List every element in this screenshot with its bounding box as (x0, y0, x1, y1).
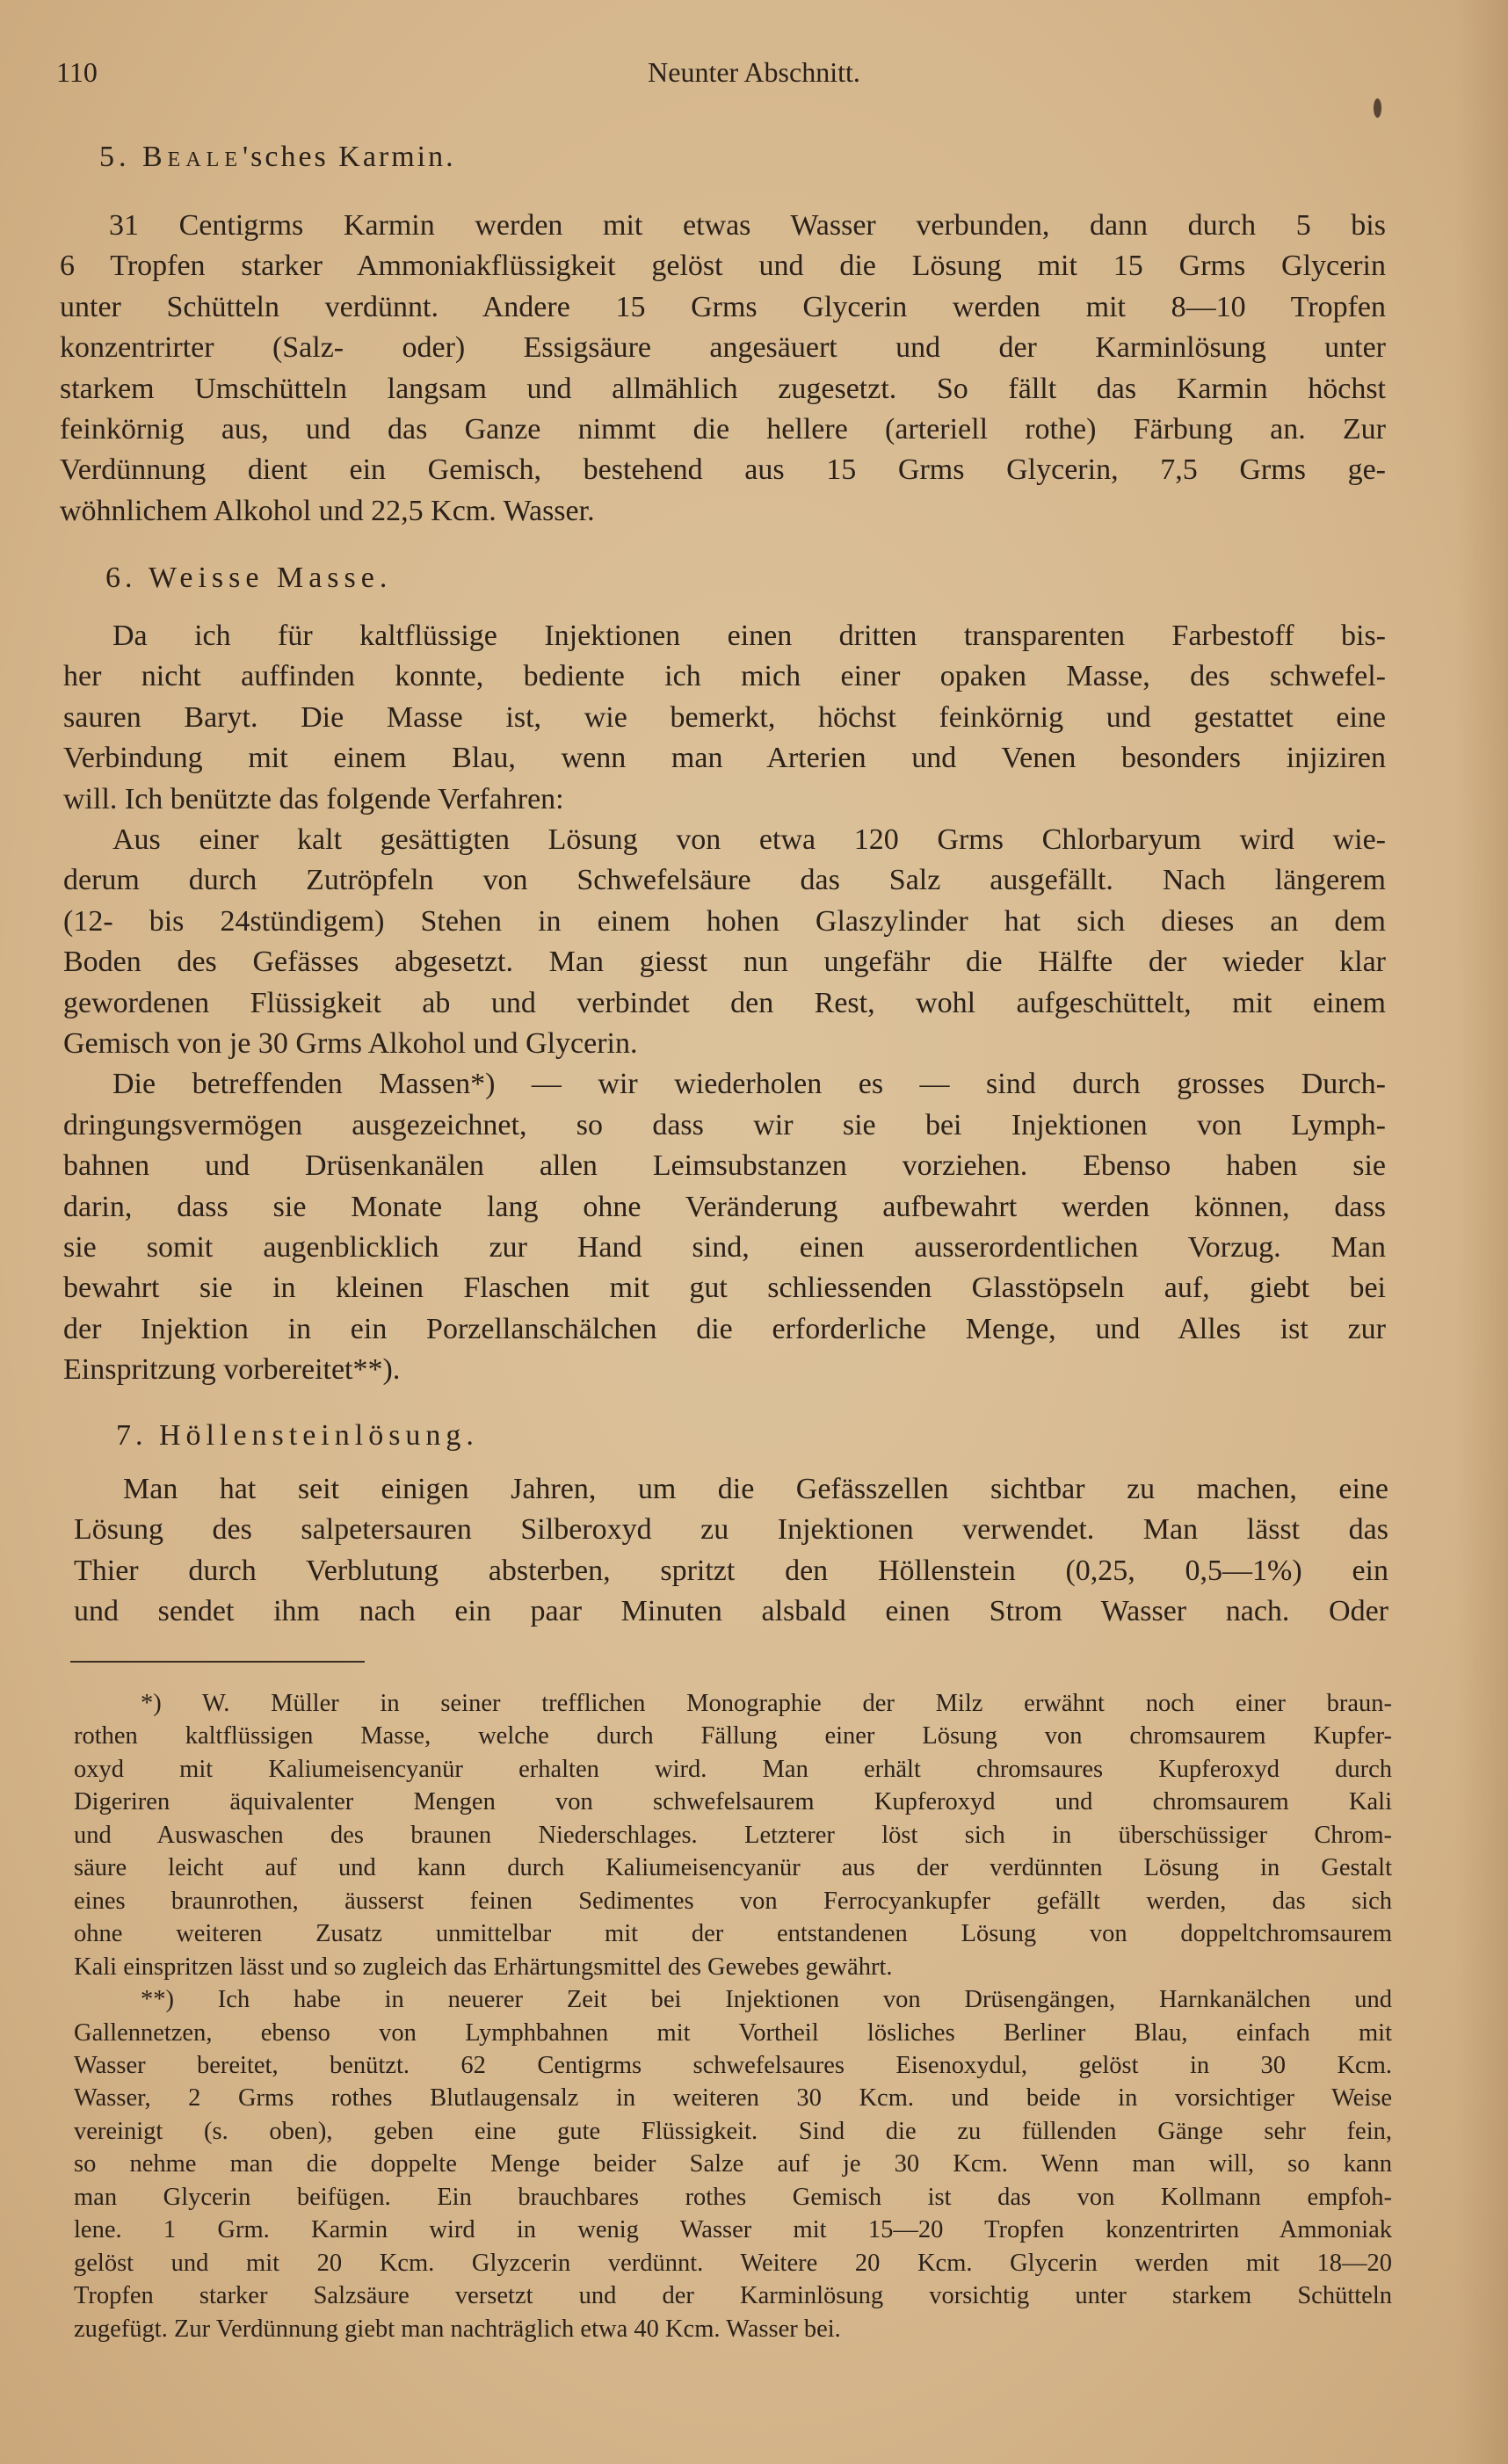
ink-spot (1374, 98, 1381, 118)
heading-number: 7. (116, 1419, 148, 1452)
section-heading-7 (116, 1416, 479, 1456)
text-line: der Injektion in ein Porzellanschälchen die erforderliche Menge, und Alles ist zur (63, 1312, 1386, 1345)
text-line: Tropfen starker Salzsäure versetzt und der Karminlösung vorsichtig unter starkem Schütteln (74, 2282, 1392, 2310)
running-title: Neunter Abschnitt. (648, 56, 860, 88)
text-line: Einspritzung vorbereitet**). (63, 1353, 401, 1387)
text-line: her nicht auffinden konnte, bediente ich mich einer opaken Masse, des schwefel- (63, 660, 1386, 693)
text-line: feinkörnig aus, und das Ganze nimmt die hellere (arteriell rothe) Färbung an. Zur (60, 413, 1386, 446)
text-line: derum durch Zutröpfeln von Schwefelsäure das Salz ausgefällt. Nach längerem (63, 864, 1386, 897)
text-line: vereinigt (s. oben), geben eine gute Flüssigkeit. Sind die zu füllenden Gänge sehr fein, (74, 2117, 1392, 2145)
text-line: Gemisch von je 30 Grms Alkohol und Glycerin. (63, 1027, 638, 1060)
text-line: starkem Umschütteln langsam und allmählich zugesetzt. So fällt das Karmin höchst (60, 372, 1386, 405)
text-line: will. Ich benützte das folgende Verfahren: (63, 782, 564, 815)
heading-text: Weisse Masse. (149, 562, 393, 594)
text-line: sauren Baryt. Die Masse ist, wie bemerkt, höchst feinkörnig und gestattet eine (63, 700, 1386, 734)
heading-name-small-caps: Beale (142, 141, 243, 173)
text-line: ohne weiteren Zusatz unmittelbar mit der entstandenen Lösung von doppeltchromsaurem (74, 1920, 1392, 1948)
text-line: *) W. Müller in seiner trefflichen Monographie der Milz erwähnt noch einer braun- (141, 1690, 1392, 1717)
text-line: Aus einer kalt gesättigten Lösung von etwa 120 Grms Chlorbaryum wird wie- (112, 823, 1386, 856)
text-line: man Glycerin beifügen. Ein brauchbares rothes Gemisch ist das von Kollmann empfoh- (74, 2183, 1392, 2211)
text-line: oxyd mit Kaliumeisencyanür erhalten wird. Man erhält chromsaures Kupferoxyd durch (74, 1755, 1392, 1783)
text-line: zugefügt. Zur Verdünnung giebt man nachträglich etwa 40 Kcm. Wasser bei. (74, 2315, 841, 2343)
section-heading-6 (105, 558, 392, 598)
text-line: säure leicht auf und kann durch Kaliumeisencyanür aus der verdünnten Lösung in Gestalt (74, 1854, 1392, 1882)
text-line: Verbindung mit einem Blau, wenn man Arterien und Venen besonders injiziren (63, 742, 1386, 775)
text-line: Lösung des salpetersauren Silberoxyd zu Injektionen verwendet. Man lässt das (74, 1513, 1388, 1547)
section-heading-5 (99, 137, 456, 178)
text-line: und sendet ihm nach ein paar Minuten alsbald einen Strom Wasser nach. Oder (74, 1595, 1388, 1628)
page-number: 110 (56, 56, 98, 88)
text-line: rothen kaltflüssigen Masse, welche durch Fällung einer Lösung von chromsaurem Kupfer- (74, 1722, 1392, 1750)
footnote-divider (70, 1661, 365, 1663)
heading-text: 'sches Karmin. (243, 141, 456, 173)
text-line: bahnen und Drüsenkanälen allen Leimsubstanzen vorziehen. Ebenso haben sie (63, 1149, 1386, 1183)
heading-number: 5. (99, 141, 131, 173)
text-line: Man hat seit einigen Jahren, um die Gefässzellen sichtbar zu machen, eine (123, 1473, 1388, 1505)
page-edge-shadow (1455, 0, 1508, 2464)
text-line: gelöst und mit 20 Kcm. Glyzcerin verdünnt. Weitere 20 Kcm. Glycerin werden mit 18—20 (74, 2249, 1392, 2277)
text-line: dringungsvermögen ausgezeichnet, so dass wir sie bei Injektionen von Lymph- (63, 1108, 1386, 1141)
text-line: Thier durch Verblutung absterben, spritzt den Höllenstein (0,25, 0,5—1%) ein (74, 1554, 1388, 1587)
text-line: wöhnlichem Alkohol und 22,5 Kcm. Wasser. (60, 494, 595, 527)
heading-text: Höllensteinlösung. (159, 1419, 479, 1452)
text-line: lene. 1 Grm. Karmin wird in wenig Wasser mit 15—20 Tropfen konzentrirten Ammoniak (74, 2216, 1392, 2244)
text-line: Wasser bereitet, benützt. 62 Centigrms schwefelsaures Eisenoxydul, gelöst in 30 Kcm. (74, 2051, 1392, 2079)
text-line: darin, dass sie Monate lang ohne Veränderung aufbewahrt werden können, dass (63, 1190, 1386, 1223)
text-line: bewahrt sie in kleinen Flaschen mit gut schliessenden Glasstöpseln auf, giebt bei (63, 1272, 1386, 1305)
text-line: und Auswaschen des braunen Niederschlages. Letzterer löst sich in überschüssiger Chrom- (74, 1821, 1392, 1849)
text-line: eines braunrothen, äusserst feinen Sedimentes von Ferrocyankupfer gefällt werden, das sich (74, 1887, 1392, 1915)
text-line: konzentrirter (Salz- oder) Essigsäure angesäuert und der Karminlösung unter (60, 331, 1386, 365)
text-line: 31 Centigrms Karmin werden mit etwas Wasser verbunden, dann durch 5 bis (109, 209, 1386, 242)
text-line: Gallennetzen, ebenso von Lymphbahnen mit Vortheil lösliches Berliner Blau, einfach mit (74, 2018, 1392, 2047)
text-line: Digeriren äquivalenter Mengen von schwefelsaurem Kupferoxyd und chromsaurem Kali (74, 1788, 1392, 1816)
text-line: so nehme man die doppelte Menge beider Salze auf je 30 Kcm. Wenn man will, so kann (74, 2150, 1392, 2178)
text-line: Kali einspritzen lässt und so zugleich das Erhärtungsmittel des Gewebes gewährt. (74, 1953, 893, 1981)
text-line: Wasser, 2 Grms rothes Blutlaugensalz in weiteren 30 Kcm. und beide in vorsichtiger Weise (74, 2084, 1392, 2113)
text-line: **) Ich habe in neuerer Zeit bei Injektionen von Drüsengängen, Harnkanälchen und (141, 1986, 1392, 2014)
text-line: unter Schütteln verdünnt. Andere 15 Grms Glycerin werden mit 8—10 Tropfen (60, 290, 1386, 323)
text-line: Da ich für kaltflüssige Injektionen einen dritten transparenten Farbestoff bis- (112, 620, 1386, 652)
text-line: Verdünnung dient ein Gemisch, bestehend aus 15 Grms Glycerin, 7,5 Grms ge- (60, 453, 1386, 487)
text-line: 6 Tropfen starker Ammoniakflüssigkeit gelöst und die Lösung mit 15 Grms Glycerin (60, 250, 1386, 283)
text-line: sie somit augenblicklich zur Hand sind, einen ausserordentlichen Vorzug. Man (63, 1231, 1386, 1264)
text-line: (12- bis 24stündigem) Stehen in einem hohen Glaszylinder hat sich dieses an dem (63, 904, 1386, 938)
text-line: gewordenen Flüssigkeit ab und verbindet den Rest, wohl aufgeschüttelt, mit einem (63, 986, 1386, 1019)
text-line: Boden des Gefässes abgesetzt. Man giesst nun ungefähr die Hälfte der wieder klar (63, 946, 1386, 979)
heading-number: 6. (105, 562, 137, 594)
text-line: Die betreffenden Massen*) — wir wiederholen es — sind durch grosses Durch- (112, 1068, 1386, 1101)
